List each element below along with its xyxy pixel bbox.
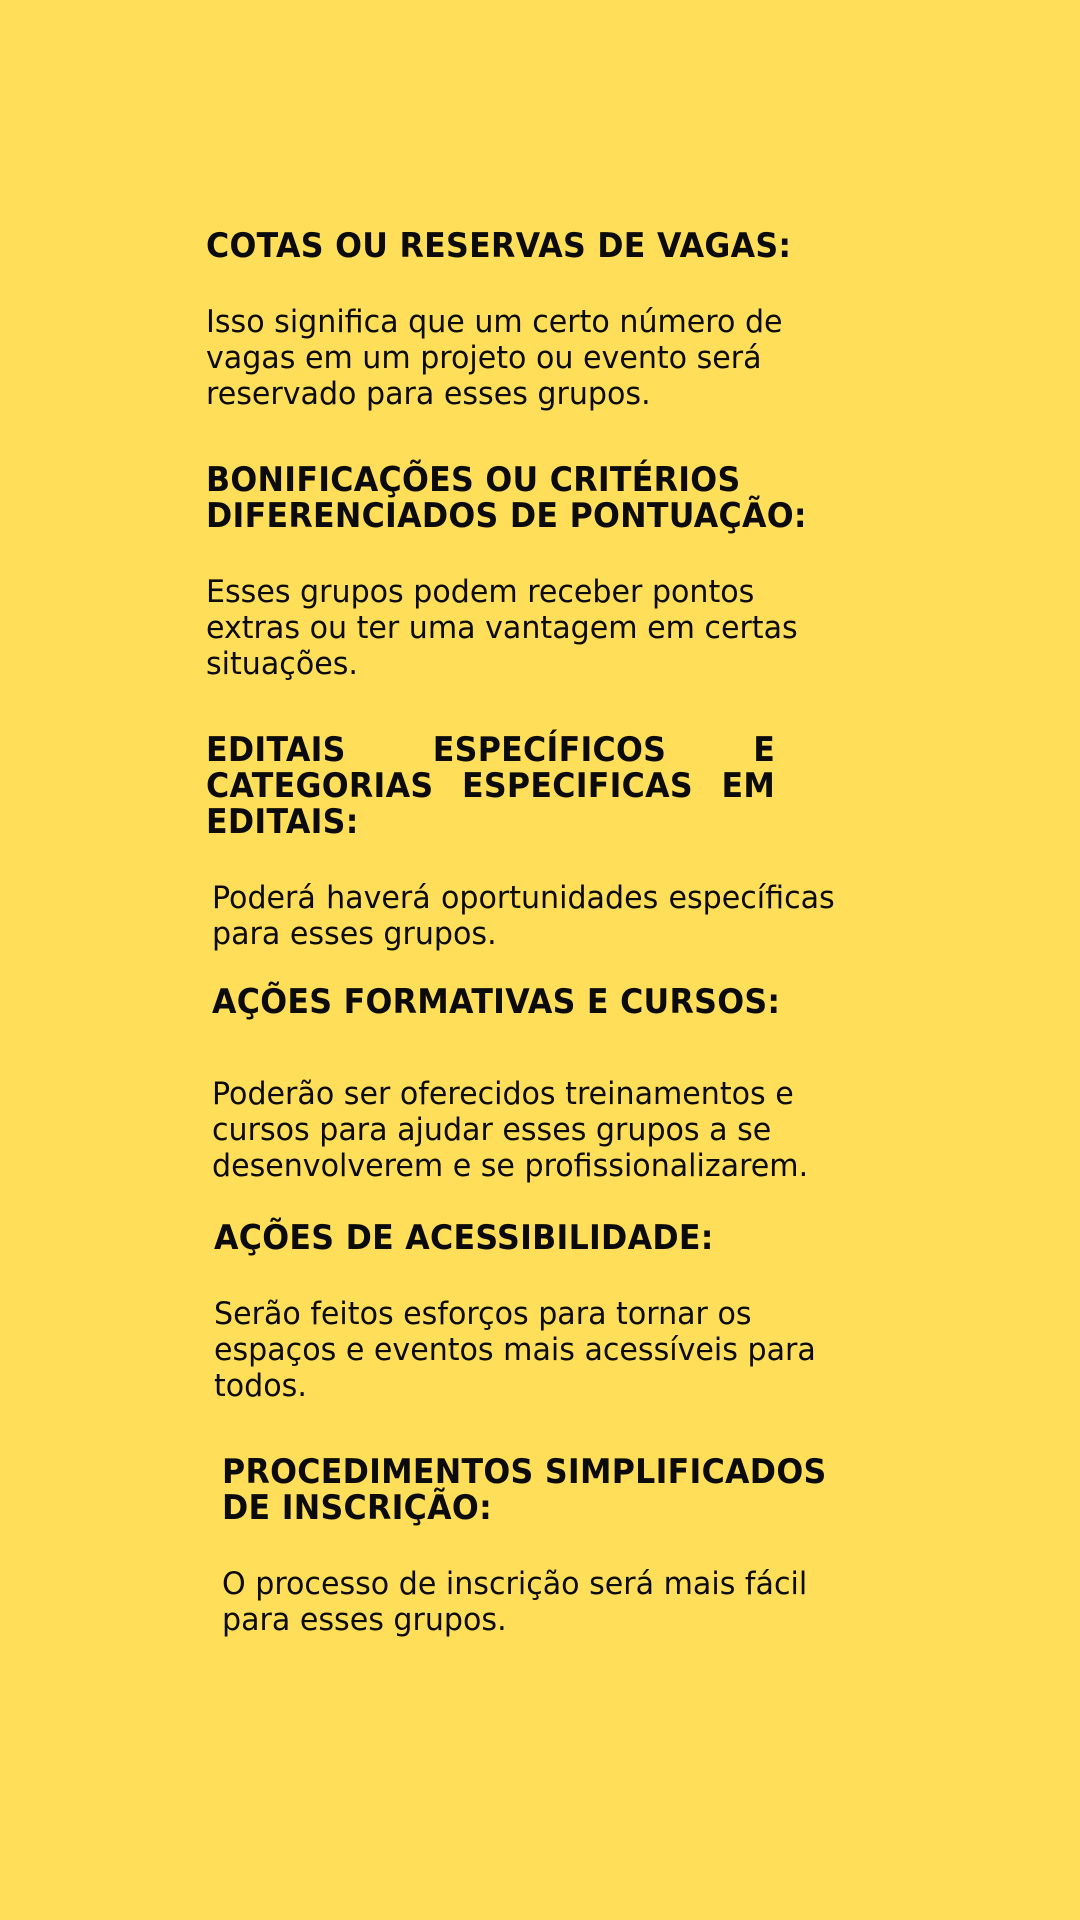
- section-body: Poderá haverá oportunidades específicas para esses grupos.: [212, 880, 835, 952]
- section-acessibilidade: [214, 1220, 854, 1404]
- section-heading: AÇÕES DE ACESSIBILIDADE:: [214, 1218, 714, 1258]
- section-procedimentos: [222, 1454, 862, 1638]
- section-body: Isso significa que um certo número de vagas em um projeto ou evento será reservado para esses grupos.: [206, 304, 783, 412]
- section-body: O processo de inscrição será mais fácil para esses grupos.: [222, 1566, 808, 1638]
- section-heading: COTAS OU RESERVAS DE VAGAS:: [206, 226, 792, 266]
- section-heading: BONIFICAÇÕES OU CRITÉRIOS DIFERENCIADOS DE PONTUAÇÃO:: [206, 460, 807, 536]
- section-heading: PROCEDIMENTOS SIMPLIFICADOS DE INSCRIÇÃO:: [222, 1452, 827, 1528]
- section-heading: AÇÕES FORMATIVAS E CURSOS:: [212, 982, 781, 1022]
- section-body: Serão feitos esforços para tornar os espaços e eventos mais acessíveis para todos.: [214, 1296, 816, 1404]
- section-heading: EDITAIS ESPECÍFICOS E CATEGORIAS ESPECIFICAS EM EDITAIS:: [206, 730, 776, 842]
- section-body: Esses grupos podem receber pontos extras ou ter uma vantagem em certas situações.: [206, 574, 798, 682]
- section-bonificacoes: [206, 462, 846, 682]
- section-body: Poderão ser oferecidos treinamentos e cursos para ajudar esses grupos a se desenvolverem e se profissionalizarem.: [212, 1076, 809, 1184]
- section-cotas: [206, 228, 846, 412]
- section-editais: [206, 732, 846, 952]
- section-acoes-formativas: [212, 984, 852, 1184]
